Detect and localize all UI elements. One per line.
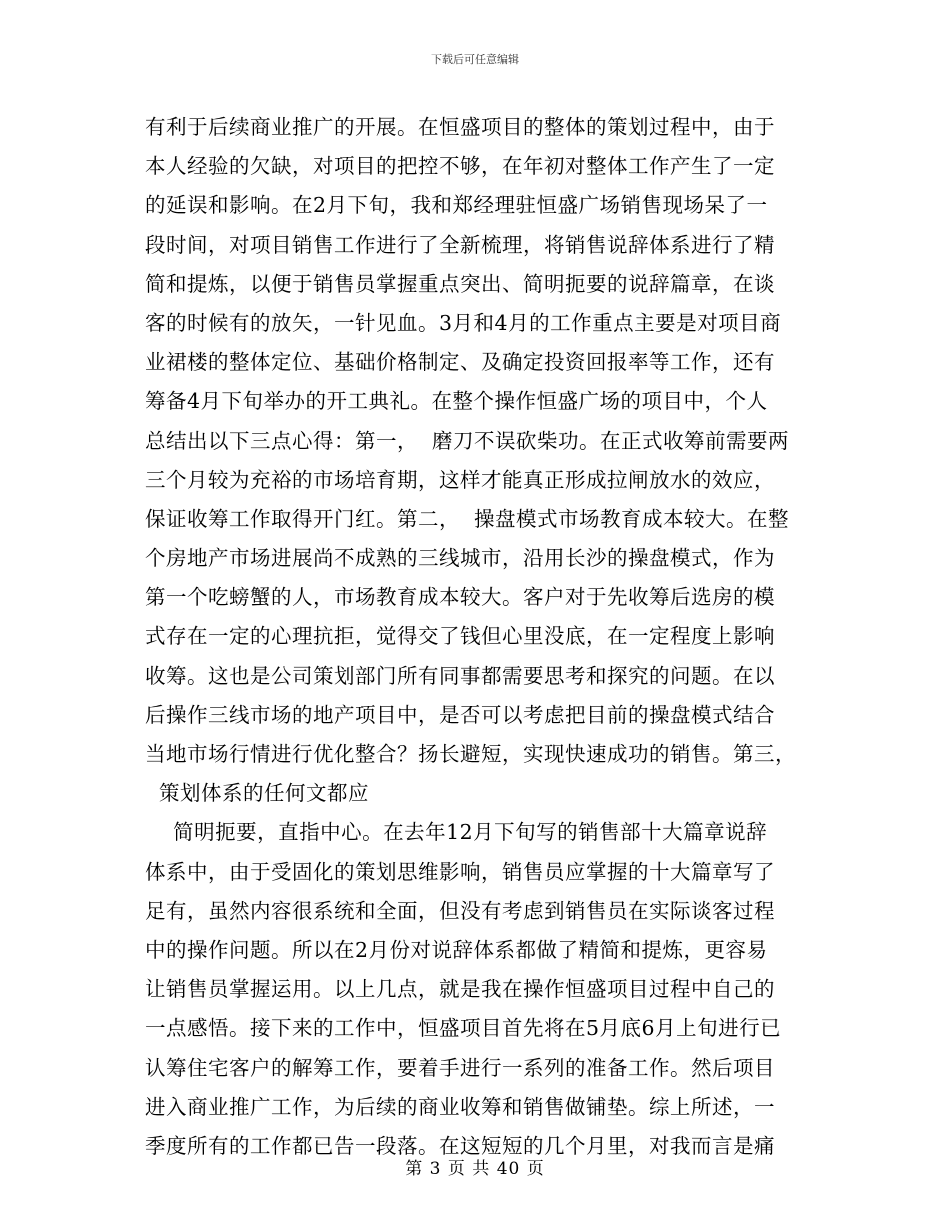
text-line: 筹备4月下旬举办的开工典礼。在整个操作恒盛广场的项目中，个人	[145, 389, 768, 414]
text-line: 后操作三线市场的地产项目中，是否可以考虑把目前的操盘模式结合	[145, 702, 775, 727]
text-line: 客的时候有的放矢，一针见血。3月和4月的工作重点主要是对项目商	[145, 310, 782, 335]
text-line: 足有，虽然内容很系统和全面，但没有考虑到销售员在实际谈客过程	[145, 898, 775, 923]
text-line: 业裙楼的整体定位、基础价格制定、及确定投资回报率等工作，还有	[145, 350, 775, 375]
text-line: 个房地产市场进展尚不成熟的三线城市，沿用长沙的操盘模式，作为	[145, 546, 775, 571]
text-line: 让销售员掌握运用。以上几点，就是我在操作恒盛项目过程中自己的	[145, 977, 775, 1002]
text-line: 有利于后续商业推广的开展。在恒盛项目的整体的策划过程中，由于	[145, 115, 775, 139]
text-line: 的延误和影响。在2月下旬，我和郑经理驻恒盛广场销售现场呆了一	[145, 193, 768, 218]
text-line: 简明扼要，直指中心。在去年12月下旬写的销售部十大篇章说辞	[145, 820, 768, 845]
page-footer: 第 3 页 共 40 页	[405, 1159, 545, 1179]
text-line: 保证收筹工作取得开门红。第二， 操盘模式市场教育成本较大。在整	[145, 506, 790, 531]
text-line: 总结出以下三点心得：第一， 磨刀不误砍柴功。在正式收筹前需要两	[145, 428, 790, 453]
text-line: 进入商业推广工作，为后续的商业收筹和销售做铺垫。综上所述，一	[145, 1094, 775, 1119]
text-line: 第一个吃螃蟹的人，市场教育成本较大。客户对于先收筹后选房的模	[145, 585, 775, 610]
body-text	[145, 108, 817, 1166]
text-line: 三个月较为充裕的市场培育期，这样才能真正形成拉闸放水的效应，	[145, 467, 775, 492]
text-line: 认筹住宅客户的解筹工作，要着手进行一系列的准备工作。然后项目	[145, 1055, 775, 1080]
text-line: 体系中，由于受固化的策划思维影响，销售员应掌握的十大篇章写了	[145, 859, 775, 884]
page-header: 下载后可任意编辑	[431, 53, 519, 66]
text-line: 本人经验的欠缺，对项目的把控不够，在年初对整体工作产生了一定	[145, 154, 775, 179]
text-line: 一点感悟。接下来的工作中，恒盛项目首先将在5月底6月上旬进行已	[145, 1016, 782, 1041]
text-line: 简和提炼，以便于销售员掌握重点突出、简明扼要的说辞篇章，在谈	[145, 271, 775, 296]
text-line: 段时间，对项目销售工作进行了全新梳理，将销售说辞体系进行了精	[145, 232, 775, 257]
text-line: 当地市场行情进行优化整合？扬长避短，实现快速成功的销售。第三，	[145, 742, 796, 766]
text-line: 季度所有的工作都已告一段落。在这短短的几个月里，对我而言是痛	[145, 1133, 775, 1158]
text-line: 中的操作问题。所以在2月份对说辞体系都做了精简和提炼，更容易	[145, 937, 768, 962]
text-line: 收筹。这也是公司策划部门所有同事都需要思考和探究的问题。在以	[145, 663, 775, 688]
text-line: 式存在一定的心理抗拒，觉得交了钱但心里没底，在一定程度上影响	[145, 624, 775, 649]
text-line: 策划体系的任何文都应	[145, 781, 370, 806]
